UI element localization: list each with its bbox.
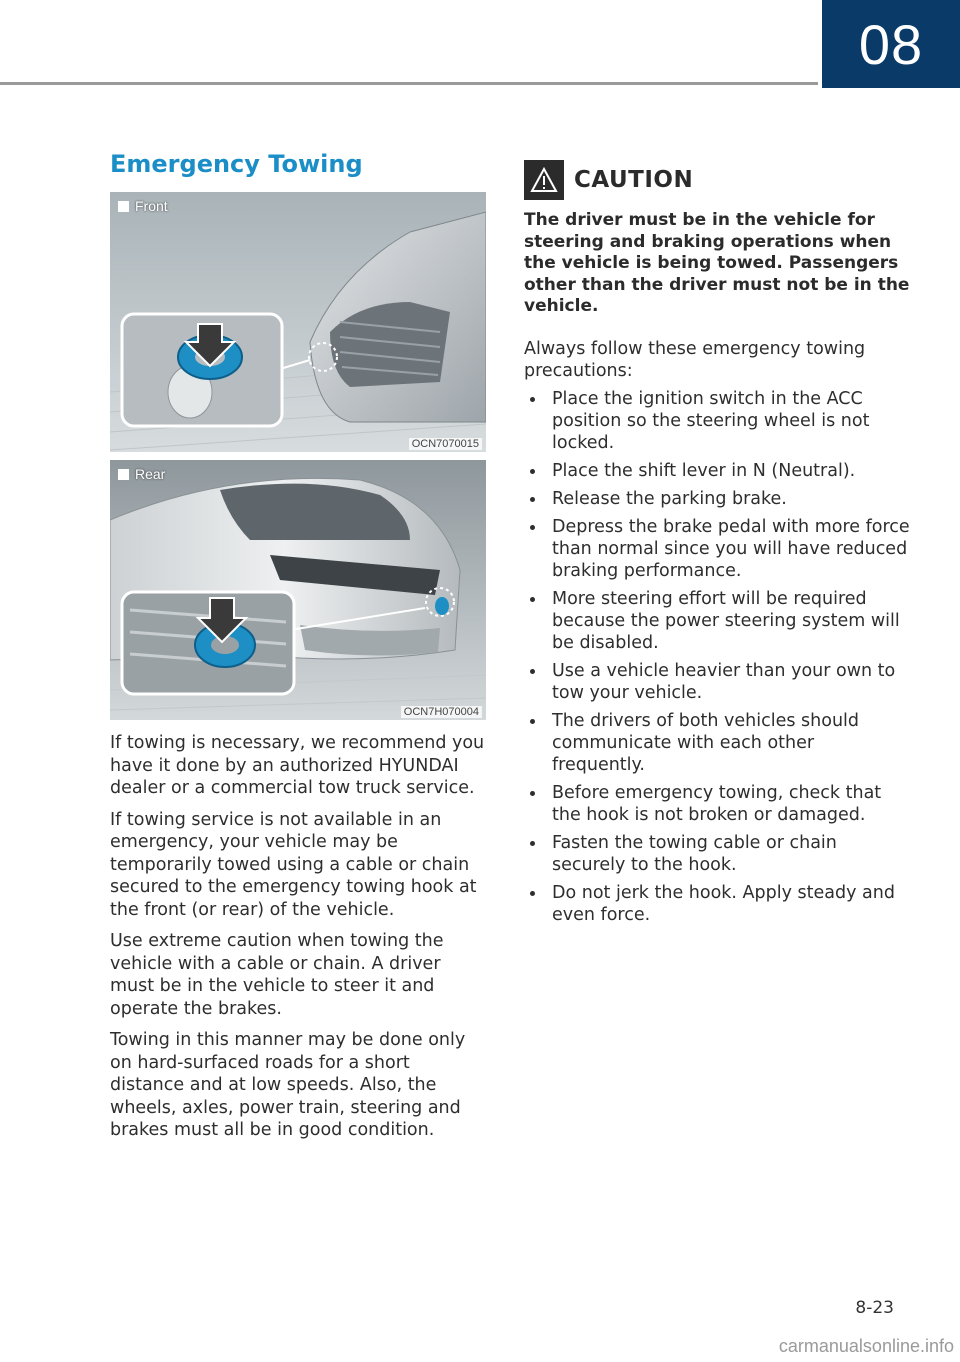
watermark: carmanualsonline.info [778,1336,954,1356]
chapter-tab [822,0,960,88]
list-item: Use a vehicle heavier than your own to tow your vehicle. [524,660,910,704]
precautions-intro: Always follow these emergency towing precautions: [524,338,866,381]
label-square-icon [118,201,129,212]
paragraph: Towing in this manner may be done only on hard-surfaced roads for a short distance and at low speeds. Also, the wheels, axles, power train, steering and brakes must all be in good condition. [110,1030,466,1140]
precautions-list [524,388,910,926]
front-figure-label: Front [118,198,168,214]
page-number: 8-23 [855,1298,894,1318]
list-item: Place the shift lever in N (Neutral). [524,460,910,482]
left-column [110,150,488,1151]
list-item: Before emergency towing, check that the hook is not broken or damaged. [524,782,910,826]
right-column [524,160,910,932]
caution-title: CAUTION [574,167,694,193]
list-item: The drivers of both vehicles should communicate with each other frequently. [524,710,910,776]
rear-car-illustration [110,460,486,720]
caution-badge [524,160,564,200]
list-item: Place the ignition switch in the ACC position so the steering wheel is not locked. [524,388,910,454]
list-item: Release the parking brake. [524,488,910,510]
paragraph: If towing service is not available in an emergency, your vehicle may be temporarily towed using a cable or chain secured to the emergency towing hook at the front (or rear) of the vehicle. [110,809,477,920]
header-rule [0,82,818,85]
front-car-illustration [110,192,486,452]
list-item: Do not jerk the hook. Apply steady and even force. [524,882,910,926]
caution-header [524,160,910,200]
caution-body: The driver must be in the vehicle for steering and braking operations when the vehicle is being towed. Passengers other than the driver must not be in the vehicle. [524,210,910,316]
rear-tow-hook-figure [110,460,486,720]
rear-figure-label: Rear [118,466,165,482]
front-figure-code: OCN7070015 [409,438,482,450]
list-item: Depress the brake pedal with more force than normal since you will have reduced braking performance. [524,516,910,582]
list-item: Fasten the towing cable or chain securely to the hook. [524,832,910,876]
left-body-text [110,732,488,1142]
paragraph: If towing is necessary, we recommend you have it done by an authorized HYUNDAI dealer or a commercial tow truck service. [110,733,485,798]
list-item: More steering effort will be required because the power steering system will be disabled. [524,588,910,654]
paragraph: Use extreme caution when towing the vehicle with a cable or chain. A driver must be in the vehicle to steer it and operate the brakes. [110,931,444,1019]
warning-triangle-icon [530,167,558,193]
label-square-icon [118,469,129,480]
rear-figure-code: OCN7H070004 [401,706,482,718]
chapter-number: 08 [858,12,924,76]
front-tow-hook-figure [110,192,486,452]
section-title: Emergency Towing [110,150,363,178]
